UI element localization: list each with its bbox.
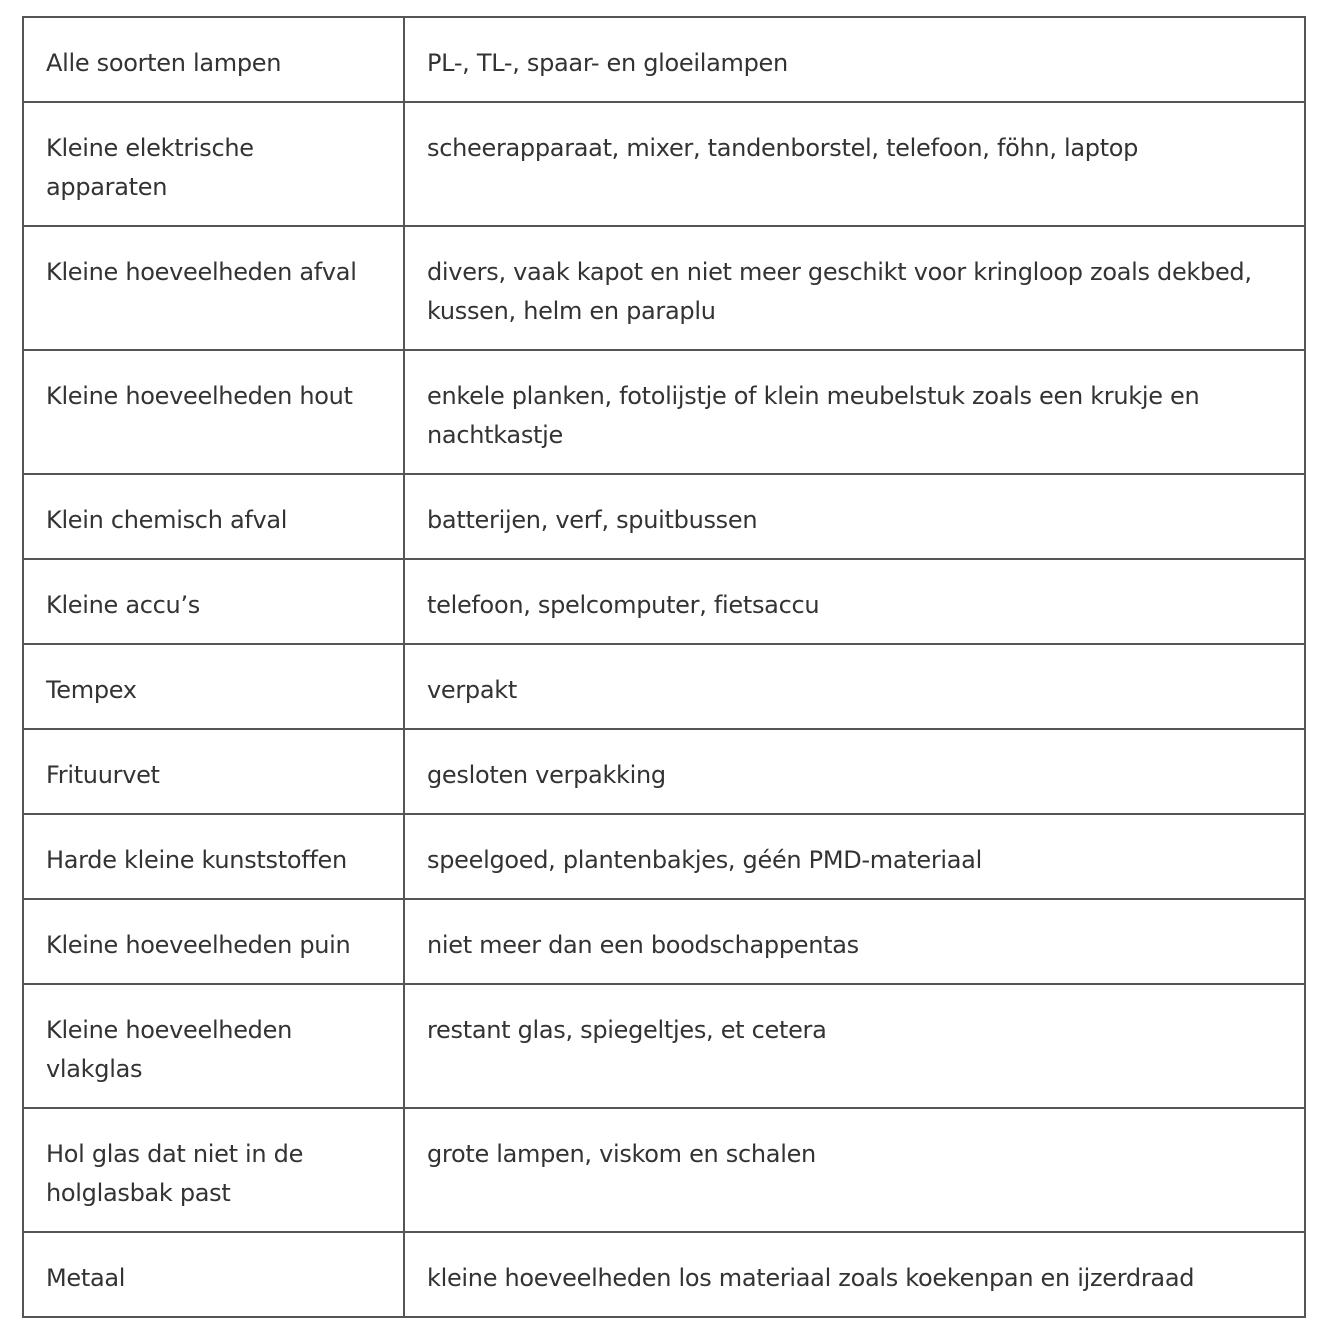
table-row: [23, 644, 1305, 729]
table-row: [23, 814, 1305, 899]
examples-cell: enkele planken, fotolijstje of klein meubelstuk zoals een krukje en nachtkastje: [404, 350, 1305, 474]
table-row: [23, 729, 1305, 814]
category-cell: Klein chemisch afval: [23, 474, 404, 559]
category-cell: Kleine hoeveelheden hout: [23, 350, 404, 474]
category-cell: Frituurvet: [23, 729, 404, 814]
examples-cell: speelgoed, plantenbakjes, géén PMD-materiaal: [404, 814, 1305, 899]
examples-cell: PL-, TL-, spaar- en gloeilampen: [404, 17, 1305, 102]
table-row: [23, 1232, 1305, 1317]
table-row: [23, 102, 1305, 226]
examples-cell: batterijen, verf, spuitbussen: [404, 474, 1305, 559]
table-row: [23, 559, 1305, 644]
examples-cell: verpakt: [404, 644, 1305, 729]
table-row: [23, 350, 1305, 474]
category-cell: Hol glas dat niet in de holglasbak past: [23, 1108, 404, 1232]
category-cell: Kleine hoeveelheden afval: [23, 226, 404, 350]
category-cell: Kleine accu’s: [23, 559, 404, 644]
category-cell: Kleine hoeveelheden puin: [23, 899, 404, 984]
examples-cell: kleine hoeveelheden los materiaal zoals koekenpan en ijzerdraad: [404, 1232, 1305, 1317]
examples-cell: divers, vaak kapot en niet meer geschikt voor kringloop zoals dekbed, kussen, helm en paraplu: [404, 226, 1305, 350]
table-row: [23, 899, 1305, 984]
table-row: [23, 17, 1305, 102]
examples-cell: gesloten verpakking: [404, 729, 1305, 814]
examples-cell: telefoon, spelcomputer, fietsaccu: [404, 559, 1305, 644]
table-row: [23, 474, 1305, 559]
table-row: [23, 984, 1305, 1108]
table-row: [23, 1108, 1305, 1232]
examples-cell: restant glas, spiegeltjes, et cetera: [404, 984, 1305, 1108]
examples-cell: niet meer dan een boodschappentas: [404, 899, 1305, 984]
table-row: [23, 226, 1305, 350]
category-cell: Kleine elektrische apparaten: [23, 102, 404, 226]
waste-table: [22, 16, 1306, 1318]
category-cell: Tempex: [23, 644, 404, 729]
examples-cell: scheerapparaat, mixer, tandenborstel, telefoon, föhn, laptop: [404, 102, 1305, 226]
waste-table-body: [23, 17, 1305, 1317]
category-cell: Metaal: [23, 1232, 404, 1317]
examples-cell: grote lampen, viskom en schalen: [404, 1108, 1305, 1232]
category-cell: Kleine hoeveelheden vlakglas: [23, 984, 404, 1108]
category-cell: Alle soorten lampen: [23, 17, 404, 102]
category-cell: Harde kleine kunststoffen: [23, 814, 404, 899]
